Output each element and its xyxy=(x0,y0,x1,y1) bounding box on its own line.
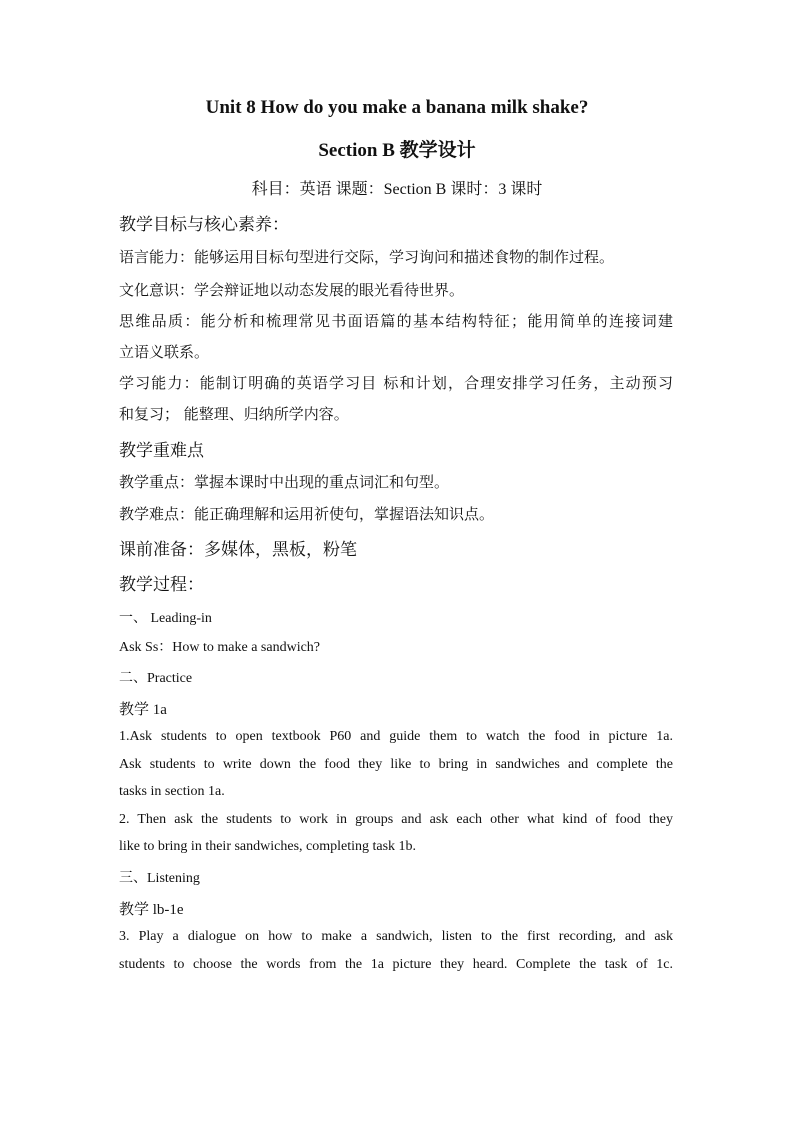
step3-listening-label: 三、Listening xyxy=(119,871,200,886)
objectives-heading: 教学目标与核心素养： xyxy=(119,215,289,235)
document-subtitle: Section B 教学设计 xyxy=(318,140,476,161)
objective-thinking-quality-line1: 思维品质：能分析和梳理常见书面语篇的基本结构特征；能用简单的连接词建 xyxy=(119,312,673,330)
objective-thinking-quality-line2: 立语义联系。 xyxy=(119,343,210,361)
step2-paragraph1-line3: tasks in section 1a. xyxy=(119,784,225,799)
course-meta-line: 科目：英语 课题：Section B 课时：3 课时 xyxy=(251,181,543,198)
step3-paragraph1-line2: students to choose the words from the 1a picture they heard. Complete the task of 1c. xyxy=(119,957,673,972)
objective-learning-ability-line1: 学习能力：能制订明确的英语学习目 标和计划，合理安排学习任务，主动预习 xyxy=(119,374,673,392)
objective-learning-ability-line2: 和复习； 能整理、归纳所学内容。 xyxy=(119,405,349,423)
class-preparation: 课前准备：多媒体，黑板，粉笔 xyxy=(119,540,357,560)
step2-paragraph1-line2: Ask students to write down the food they like to bring in sandwiches and complete the xyxy=(119,757,673,772)
step1-leading-in-label: 一、 Leading-in xyxy=(119,611,212,626)
step2-paragraph1-line1: 1.Ask students to open textbook P60 and guide them to watch the food in picture 1a. xyxy=(119,729,673,744)
step3-paragraph1-line1: 3. Play a dialogue on how to make a sandwich, listen to the first recording, and ask xyxy=(119,929,673,944)
process-heading: 教学过程： xyxy=(119,575,204,595)
objective-cultural-awareness: 文化意识：学会辩证地以动态发展的眼光看待世界。 xyxy=(119,281,465,299)
teaching-difficulty: 教学难点：能正确理解和运用祈使句，掌握语法知识点。 xyxy=(119,505,495,523)
step2-practice-label: 二、Practice xyxy=(119,671,193,686)
step2-paragraph2-line2: like to bring in their sandwiches, completing task 1b. xyxy=(119,839,417,854)
objective-language-ability: 语言能力：能够运用目标句型进行交际，学习询问和描述食物的制作过程。 xyxy=(119,248,615,266)
step3-sub-heading: 教学 lb-1e xyxy=(119,902,184,918)
teaching-focus: 教学重点：掌握本课时中出现的重点词汇和句型。 xyxy=(119,473,450,491)
key-points-heading: 教学重难点 xyxy=(119,441,204,461)
step2-sub-heading: 教学 1a xyxy=(119,702,167,718)
step1-question: Ask Ss：How to make a sandwich? xyxy=(119,640,321,655)
document-title: Unit 8 How do you make a banana milk shake? xyxy=(205,97,589,118)
step2-paragraph2-line1: 2. Then ask the students to work in groups and ask each other what kind of food they xyxy=(119,812,673,827)
